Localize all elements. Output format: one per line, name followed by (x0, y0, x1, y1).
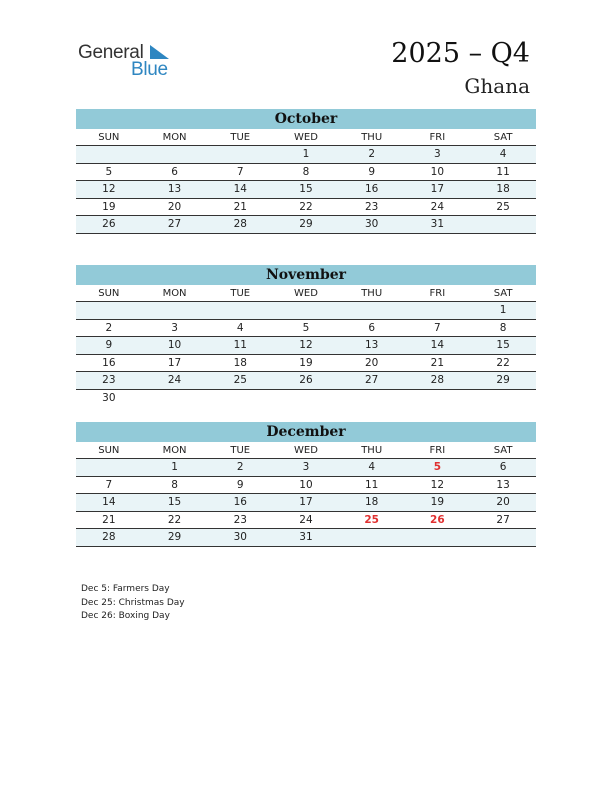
weekday-header: THU (339, 442, 405, 459)
holiday-notes (81, 583, 185, 624)
weekday-header: SUN (76, 285, 142, 302)
month-november (76, 265, 536, 406)
empty-day-cell (405, 389, 471, 406)
day-cell: 26 (273, 372, 339, 390)
logo-text-blue: Blue (131, 59, 168, 80)
empty-day-cell (273, 302, 339, 320)
day-cell: 11 (207, 337, 273, 355)
weekday-header: TUE (207, 442, 273, 459)
day-cell: 23 (339, 198, 405, 216)
weekday-header: FRI (405, 442, 471, 459)
day-cell: 27 (142, 216, 208, 234)
day-cell: 26 (405, 511, 471, 529)
week-row (76, 216, 536, 234)
generalblue-logo (78, 40, 178, 80)
day-cell: 13 (339, 337, 405, 355)
week-row (76, 372, 536, 390)
day-cell: 7 (405, 319, 471, 337)
weekday-header: TUE (207, 129, 273, 146)
day-cell: 15 (142, 494, 208, 512)
page-title: 2025 – Q4 (391, 38, 530, 69)
weekday-header: THU (339, 285, 405, 302)
day-cell: 7 (207, 163, 273, 181)
day-cell: 8 (142, 476, 208, 494)
day-cell: 14 (207, 181, 273, 199)
weekday-header: SUN (76, 129, 142, 146)
month-october (76, 109, 536, 234)
day-cell: 19 (273, 354, 339, 372)
empty-day-cell (405, 302, 471, 320)
country-label: Ghana (464, 74, 530, 98)
day-cell: 25 (470, 198, 536, 216)
month-title: October (76, 109, 536, 129)
day-cell: 28 (76, 529, 142, 547)
empty-day-cell (470, 529, 536, 547)
day-cell: 3 (405, 146, 471, 164)
day-cell: 17 (273, 494, 339, 512)
week-row (76, 459, 536, 477)
day-cell: 7 (76, 476, 142, 494)
weekday-header: SAT (470, 129, 536, 146)
day-cell: 24 (142, 372, 208, 390)
empty-day-cell (339, 302, 405, 320)
week-row (76, 146, 536, 164)
day-cell: 19 (76, 198, 142, 216)
day-cell: 29 (273, 216, 339, 234)
day-cell: 23 (76, 372, 142, 390)
day-cell: 14 (405, 337, 471, 355)
day-cell: 14 (76, 494, 142, 512)
day-cell: 1 (142, 459, 208, 477)
day-cell: 16 (76, 354, 142, 372)
week-row (76, 198, 536, 216)
day-cell: 18 (470, 181, 536, 199)
day-cell: 30 (102, 391, 116, 404)
empty-day-cell (142, 302, 208, 320)
day-cell: 17 (405, 181, 471, 199)
day-cell: 23 (207, 511, 273, 529)
day-cell: 3 (142, 319, 208, 337)
calendar-grid (76, 442, 536, 547)
weekday-header: MON (142, 129, 208, 146)
calendar-grid (76, 129, 536, 234)
day-cell: 12 (405, 476, 471, 494)
month-december (76, 422, 536, 547)
logo-triangle-icon (148, 44, 170, 60)
day-cell: 12 (76, 181, 142, 199)
empty-day-cell (339, 389, 405, 406)
weekday-header: MON (142, 285, 208, 302)
day-cell: 31 (273, 529, 339, 547)
day-cell: 28 (207, 216, 273, 234)
weekday-header: TUE (207, 285, 273, 302)
day-cell: 22 (273, 198, 339, 216)
empty-day-cell (207, 302, 273, 320)
day-cell: 6 (339, 319, 405, 337)
empty-day-cell (470, 216, 536, 234)
day-cell: 31 (405, 216, 471, 234)
day-cell: 27 (470, 511, 536, 529)
day-cell: 6 (470, 459, 536, 477)
day-cell: 8 (470, 319, 536, 337)
day-cell: 16 (207, 494, 273, 512)
week-row (76, 163, 536, 181)
holiday-note: Dec 25: Christmas Day (81, 597, 185, 608)
empty-day-cell (76, 459, 142, 477)
empty-day-cell (273, 389, 339, 406)
empty-day-cell (76, 146, 142, 164)
day-cell: 17 (142, 354, 208, 372)
day-cell: 5 (405, 459, 471, 477)
day-cell: 9 (76, 337, 142, 355)
week-row (76, 529, 536, 547)
day-cell: 2 (76, 319, 142, 337)
day-cell: 10 (142, 337, 208, 355)
day-cell: 21 (207, 198, 273, 216)
day-cell: 29 (470, 372, 536, 390)
day-cell: 18 (207, 354, 273, 372)
logo-text-general: General (78, 42, 144, 63)
weekday-header: WED (273, 442, 339, 459)
week-row (76, 337, 536, 355)
day-cell: 9 (207, 476, 273, 494)
empty-day-cell (142, 389, 208, 406)
month-title: November (76, 265, 536, 285)
day-cell: 4 (207, 319, 273, 337)
day-cell: 5 (273, 319, 339, 337)
day-cell: 25 (207, 372, 273, 390)
day-cell: 1 (273, 146, 339, 164)
calendar-grid (76, 285, 536, 406)
day-cell: 4 (470, 146, 536, 164)
day-cell: 4 (339, 459, 405, 477)
day-cell: 24 (405, 198, 471, 216)
empty-day-cell (207, 389, 273, 406)
empty-day-cell (339, 529, 405, 547)
day-cell: 11 (339, 476, 405, 494)
day-cell: 8 (273, 163, 339, 181)
day-cell: 1 (470, 302, 536, 320)
day-cell: 11 (470, 163, 536, 181)
weekday-header: FRI (405, 129, 471, 146)
empty-day-cell (405, 529, 471, 547)
weekday-header: THU (339, 129, 405, 146)
day-cell: 20 (470, 494, 536, 512)
weekday-header: WED (273, 129, 339, 146)
day-cell: 30 (207, 529, 273, 547)
weekday-header: SUN (76, 442, 142, 459)
empty-day-cell (76, 302, 142, 320)
day-cell: 9 (339, 163, 405, 181)
day-cell: 13 (470, 476, 536, 494)
weekday-header: SAT (470, 442, 536, 459)
day-cell: 24 (273, 511, 339, 529)
day-cell: 20 (142, 198, 208, 216)
day-cell: 25 (339, 511, 405, 529)
day-cell: 15 (273, 181, 339, 199)
week-row (76, 476, 536, 494)
day-cell: 26 (76, 216, 142, 234)
day-cell: 21 (76, 511, 142, 529)
day-cell: 2 (207, 459, 273, 477)
week-row (76, 319, 536, 337)
day-cell: 2 (339, 146, 405, 164)
day-cell: 12 (273, 337, 339, 355)
day-cell: 30 (339, 216, 405, 234)
weekday-header: WED (273, 285, 339, 302)
day-cell: 10 (405, 163, 471, 181)
weekday-header: MON (142, 442, 208, 459)
day-cell: 15 (470, 337, 536, 355)
week-row (76, 181, 536, 199)
empty-day-cell (207, 146, 273, 164)
week-row (76, 302, 536, 320)
holiday-note: Dec 5: Farmers Day (81, 584, 170, 594)
day-cell: 5 (76, 163, 142, 181)
week-row (76, 389, 536, 406)
empty-day-cell (142, 146, 208, 164)
day-cell: 16 (339, 181, 405, 199)
weekday-header: SAT (470, 285, 536, 302)
week-row (76, 511, 536, 529)
day-cell: 10 (273, 476, 339, 494)
day-cell: 3 (273, 459, 339, 477)
day-cell: 20 (339, 354, 405, 372)
day-cell: 19 (405, 494, 471, 512)
day-cell: 13 (142, 181, 208, 199)
empty-day-cell (470, 389, 536, 406)
day-cell: 22 (142, 511, 208, 529)
holiday-note: Dec 26: Boxing Day (81, 611, 170, 621)
day-cell: 6 (142, 163, 208, 181)
day-cell: 27 (339, 372, 405, 390)
day-cell: 29 (142, 529, 208, 547)
day-cell: 18 (339, 494, 405, 512)
week-row (76, 494, 536, 512)
day-cell: 21 (405, 354, 471, 372)
day-cell: 28 (405, 372, 471, 390)
week-row (76, 354, 536, 372)
day-cell: 22 (470, 354, 536, 372)
month-title: December (76, 422, 536, 442)
weekday-header: FRI (405, 285, 471, 302)
